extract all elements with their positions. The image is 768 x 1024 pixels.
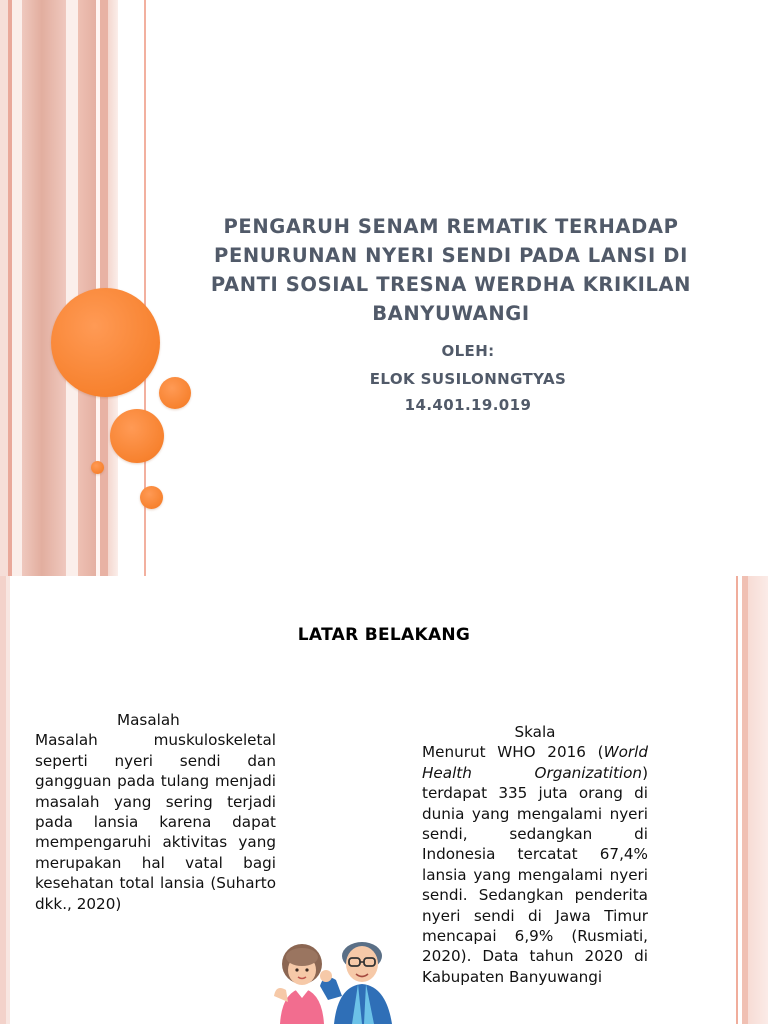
elderly-couple-illustration <box>262 936 414 1024</box>
decor-circle <box>110 409 164 463</box>
problem-heading: Masalah <box>117 711 180 729</box>
decor-circle <box>91 461 104 474</box>
scale-text-italic: World Health Organizatition <box>422 743 648 782</box>
scale-text-end: ) terdapat 335 juta orang di dunia yang mengalami nyeri sendi, sedangkan di Indonesia tercatat 67,4% lansia yang mengalami nyeri sendi. Sedangkan penderita nyeri sendi di Jawa Timur mencapai 6,9% (Rusmiati, 2020). Data tahun 2020 di Kabupaten Banyuwangi <box>422 763 648 986</box>
oleh-label: OLEH: <box>441 342 495 360</box>
background-slide <box>0 576 768 1024</box>
scale-column <box>422 722 648 987</box>
student-id: 14.401.19.019 <box>404 396 532 414</box>
decor-stripe <box>22 0 66 576</box>
slide-title: PENGARUH SENAM REMATIK TERHADAP PENURUNAN NYERI SENDI PADA LANSI DI PANTI SOSIAL TRESNA WERDHA KRIKILAN BANYUWANGI <box>210 215 692 325</box>
decor-circle <box>140 486 163 509</box>
problem-text: Masalah muskuloskeletal seperti nyeri sendi dan gangguan pada tulang menjadi masalah yang sering terjadi pada lansia karena dapat mempengaruhi aktivitas yang merupakan hal vatal bagi kesehatan total lansia (Suharto dkk., 2020) <box>35 731 276 913</box>
problem-column <box>35 710 276 914</box>
decor-stripe <box>0 0 8 576</box>
section-heading: LATAR BELAKANG <box>297 625 471 645</box>
decor-stripe <box>66 0 78 576</box>
decor-stripe <box>12 0 22 576</box>
decor-circle <box>159 377 191 409</box>
decor-stripe <box>78 0 96 576</box>
decor-circle <box>51 288 160 397</box>
scale-text-start: Menurut WHO 2016 ( <box>422 743 604 762</box>
scale-heading: Skala <box>514 723 556 741</box>
author-name: ELOK SUSILONNGTYAS <box>369 370 567 388</box>
scale-text <box>422 742 648 987</box>
